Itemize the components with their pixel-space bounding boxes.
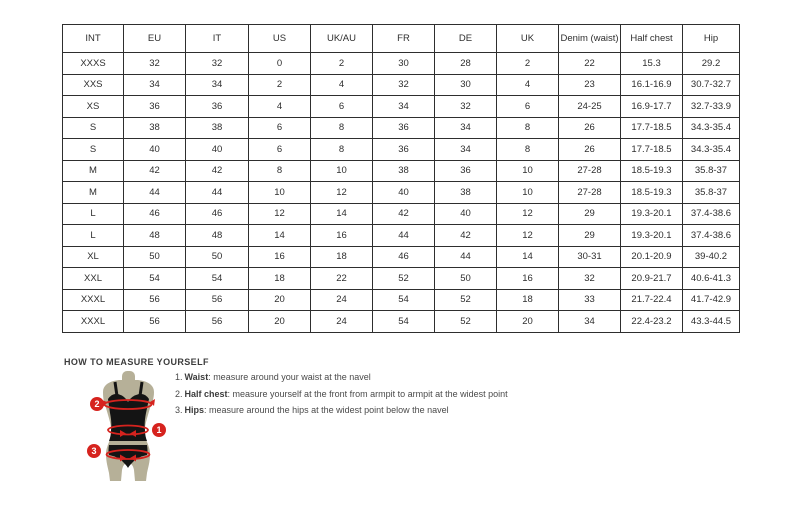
step-text: : measure around the hips at the widest point below the navel xyxy=(204,405,449,415)
table-cell: 32.7-33.9 xyxy=(683,96,740,118)
column-header: EU xyxy=(124,25,186,53)
table-cell: XXXS xyxy=(63,53,124,75)
table-cell: 40 xyxy=(373,182,435,204)
table-cell: M xyxy=(63,160,124,182)
table-cell: 30.7-32.7 xyxy=(683,74,740,96)
table-cell: 32 xyxy=(559,268,621,290)
table-cell: 12 xyxy=(249,203,311,225)
table-cell: 44 xyxy=(186,182,249,204)
step-label: Waist xyxy=(184,372,209,382)
table-cell: 15.3 xyxy=(621,53,683,75)
table-cell: 14 xyxy=(249,225,311,247)
table-row xyxy=(63,203,740,225)
measure-step-half-chest xyxy=(175,389,508,399)
column-header: DE xyxy=(435,25,497,53)
waist-badge xyxy=(152,423,166,437)
table-cell: 30 xyxy=(435,74,497,96)
table-cell: 24-25 xyxy=(559,96,621,118)
table-cell: 46 xyxy=(124,203,186,225)
table-cell: 44 xyxy=(373,225,435,247)
table-cell: 20.9-21.7 xyxy=(621,268,683,290)
step-text: : measure yourself at the front from armpit to armpit at the widest point xyxy=(227,388,508,399)
table-cell: 36 xyxy=(373,117,435,139)
table-cell: 6 xyxy=(249,139,311,161)
table-cell: 37.4-38.6 xyxy=(683,203,740,225)
table-cell: 50 xyxy=(435,268,497,290)
table-cell: 37.4-38.6 xyxy=(683,225,740,247)
table-cell: 36 xyxy=(435,160,497,182)
table-cell: 27-28 xyxy=(559,182,621,204)
table-cell: 10 xyxy=(249,182,311,204)
table-cell: 44 xyxy=(124,182,186,204)
column-header: Half chest xyxy=(621,25,683,53)
table-cell: 16.1-16.9 xyxy=(621,74,683,96)
table-cell: 18 xyxy=(249,268,311,290)
table-cell: S xyxy=(63,117,124,139)
table-cell: 52 xyxy=(435,289,497,311)
table-cell: 8 xyxy=(249,160,311,182)
table-cell: XXXL xyxy=(63,289,124,311)
column-header: INT xyxy=(63,25,124,53)
table-cell: XL xyxy=(63,246,124,268)
table-cell: XXXL xyxy=(63,311,124,333)
table-cell: 29 xyxy=(559,203,621,225)
table-cell: 22.4-23.2 xyxy=(621,311,683,333)
table-row xyxy=(63,311,740,333)
measure-heading: HOW TO MEASURE YOURSELF xyxy=(64,357,209,367)
table-cell: 38 xyxy=(435,182,497,204)
table-cell: 10 xyxy=(497,182,559,204)
table-row xyxy=(63,96,740,118)
table-cell: 48 xyxy=(186,225,249,247)
table-cell: 6 xyxy=(249,117,311,139)
table-cell: 16.9-17.7 xyxy=(621,96,683,118)
table-cell: 14 xyxy=(497,246,559,268)
table-cell: 2 xyxy=(311,53,373,75)
table-cell: 4 xyxy=(249,96,311,118)
table-cell: 21.7-22.4 xyxy=(621,289,683,311)
table-cell: 34 xyxy=(186,74,249,96)
table-row xyxy=(63,182,740,204)
table-cell: 10 xyxy=(497,160,559,182)
table-cell: 22 xyxy=(559,53,621,75)
table-cell: 35.8-37 xyxy=(683,182,740,204)
table-cell: 32 xyxy=(435,96,497,118)
table-cell: 24 xyxy=(311,289,373,311)
table-cell: 16 xyxy=(497,268,559,290)
table-cell: 35.8-37 xyxy=(683,160,740,182)
table-cell: 42 xyxy=(186,160,249,182)
table-cell: 34 xyxy=(124,74,186,96)
table-cell: 36 xyxy=(186,96,249,118)
table-cell: 12 xyxy=(497,203,559,225)
table-cell: 34.3-35.4 xyxy=(683,117,740,139)
table-cell: 4 xyxy=(497,74,559,96)
table-cell: 50 xyxy=(186,246,249,268)
table-cell: 42 xyxy=(435,225,497,247)
column-header: UK xyxy=(497,25,559,53)
svg-text:2: 2 xyxy=(94,399,100,410)
table-cell: 48 xyxy=(124,225,186,247)
table-cell: 41.7-42.9 xyxy=(683,289,740,311)
table-row xyxy=(63,139,740,161)
table-cell: 40.6-41.3 xyxy=(683,268,740,290)
measure-step-waist xyxy=(175,372,508,382)
table-cell: 0 xyxy=(249,53,311,75)
table-cell: 29.2 xyxy=(683,53,740,75)
table-cell: S xyxy=(63,139,124,161)
column-header: IT xyxy=(186,25,249,53)
table-cell: 8 xyxy=(497,139,559,161)
table-cell: 26 xyxy=(559,117,621,139)
table-cell: 8 xyxy=(497,117,559,139)
step-number: 1. xyxy=(175,372,183,382)
table-cell: 16 xyxy=(249,246,311,268)
svg-text:3: 3 xyxy=(91,446,97,457)
table-cell: 22 xyxy=(311,268,373,290)
table-cell: 56 xyxy=(124,311,186,333)
table-row xyxy=(63,160,740,182)
table-cell: 32 xyxy=(124,53,186,75)
measure-step-hips xyxy=(175,405,508,415)
column-header: UK/AU xyxy=(311,25,373,53)
table-cell: 40 xyxy=(124,139,186,161)
table-cell: 39-40.2 xyxy=(683,246,740,268)
table-row xyxy=(63,246,740,268)
table-cell: 29 xyxy=(559,225,621,247)
step-text: : measure around your waist at the navel xyxy=(208,372,371,382)
table-cell: 34 xyxy=(373,96,435,118)
table-cell: L xyxy=(63,225,124,247)
size-chart-table xyxy=(62,24,740,333)
table-cell: 52 xyxy=(435,311,497,333)
table-cell: 40 xyxy=(186,139,249,161)
table-cell: 42 xyxy=(124,160,186,182)
table-cell: 18.5-19.3 xyxy=(621,160,683,182)
step-number: 3. xyxy=(175,405,183,415)
table-cell: XS xyxy=(63,96,124,118)
table-cell: 10 xyxy=(311,160,373,182)
table-cell: 26 xyxy=(559,139,621,161)
step-number: 2. xyxy=(175,388,183,399)
table-cell: 14 xyxy=(311,203,373,225)
svg-text:1: 1 xyxy=(156,425,162,436)
table-cell: 2 xyxy=(249,74,311,96)
table-row xyxy=(63,268,740,290)
table-cell: XXL xyxy=(63,268,124,290)
table-cell: 30 xyxy=(373,53,435,75)
table-cell: 32 xyxy=(186,53,249,75)
table-cell: 18.5-19.3 xyxy=(621,182,683,204)
table-cell: 18 xyxy=(311,246,373,268)
column-header: Denim (waist) xyxy=(559,25,621,53)
table-cell: 20 xyxy=(249,311,311,333)
table-cell: 20 xyxy=(249,289,311,311)
table-cell: M xyxy=(63,182,124,204)
table-cell: 34.3-35.4 xyxy=(683,139,740,161)
table-cell: 23 xyxy=(559,74,621,96)
table-cell: 28 xyxy=(435,53,497,75)
table-cell: 4 xyxy=(311,74,373,96)
step-label: Hips xyxy=(184,405,205,415)
table-cell: 54 xyxy=(373,289,435,311)
table-cell: 19.3-20.1 xyxy=(621,225,683,247)
table-cell: 54 xyxy=(124,268,186,290)
table-cell: 33 xyxy=(559,289,621,311)
table-cell: 30-31 xyxy=(559,246,621,268)
table-cell: 50 xyxy=(124,246,186,268)
table-cell: XXS xyxy=(63,74,124,96)
measure-steps xyxy=(175,372,508,422)
table-cell: 12 xyxy=(311,182,373,204)
table-cell: 56 xyxy=(186,311,249,333)
table-row xyxy=(63,53,740,75)
table-cell: 2 xyxy=(497,53,559,75)
table-row xyxy=(63,225,740,247)
step-label: Half chest xyxy=(184,388,228,399)
table-cell: 44 xyxy=(435,246,497,268)
table-cell: 20 xyxy=(497,311,559,333)
table-cell: 16 xyxy=(311,225,373,247)
table-cell: 27-28 xyxy=(559,160,621,182)
table-cell: 6 xyxy=(311,96,373,118)
table-cell: 34 xyxy=(559,311,621,333)
half-chest-badge xyxy=(90,397,104,411)
table-cell: 34 xyxy=(435,117,497,139)
table-cell: 19.3-20.1 xyxy=(621,203,683,225)
column-header: FR xyxy=(373,25,435,53)
table-cell: 20.1-20.9 xyxy=(621,246,683,268)
table-row xyxy=(63,289,740,311)
table-cell: 46 xyxy=(186,203,249,225)
table-cell: 8 xyxy=(311,117,373,139)
column-header: US xyxy=(249,25,311,53)
table-cell: 56 xyxy=(124,289,186,311)
table-cell: 24 xyxy=(311,311,373,333)
table-cell: 42 xyxy=(373,203,435,225)
table-cell: 54 xyxy=(186,268,249,290)
table-cell: 46 xyxy=(373,246,435,268)
column-header: Hip xyxy=(683,25,740,53)
table-cell: 17.7-18.5 xyxy=(621,117,683,139)
table-cell: 40 xyxy=(435,203,497,225)
table-cell: 56 xyxy=(186,289,249,311)
table-cell: 43.3-44.5 xyxy=(683,311,740,333)
table-row xyxy=(63,74,740,96)
table-cell: 17.7-18.5 xyxy=(621,139,683,161)
table-row xyxy=(63,117,740,139)
table-cell: 52 xyxy=(373,268,435,290)
table-cell: 32 xyxy=(373,74,435,96)
table-cell: 18 xyxy=(497,289,559,311)
table-cell: 54 xyxy=(373,311,435,333)
table-cell: 6 xyxy=(497,96,559,118)
table-cell: 36 xyxy=(373,139,435,161)
table-cell: 8 xyxy=(311,139,373,161)
table-cell: 38 xyxy=(186,117,249,139)
table-cell: 12 xyxy=(497,225,559,247)
table-cell: 36 xyxy=(124,96,186,118)
table-cell: L xyxy=(63,203,124,225)
size-chart-header-row xyxy=(63,25,740,53)
table-cell: 38 xyxy=(373,160,435,182)
table-cell: 34 xyxy=(435,139,497,161)
hips-badge xyxy=(87,444,101,458)
table-cell: 38 xyxy=(124,117,186,139)
